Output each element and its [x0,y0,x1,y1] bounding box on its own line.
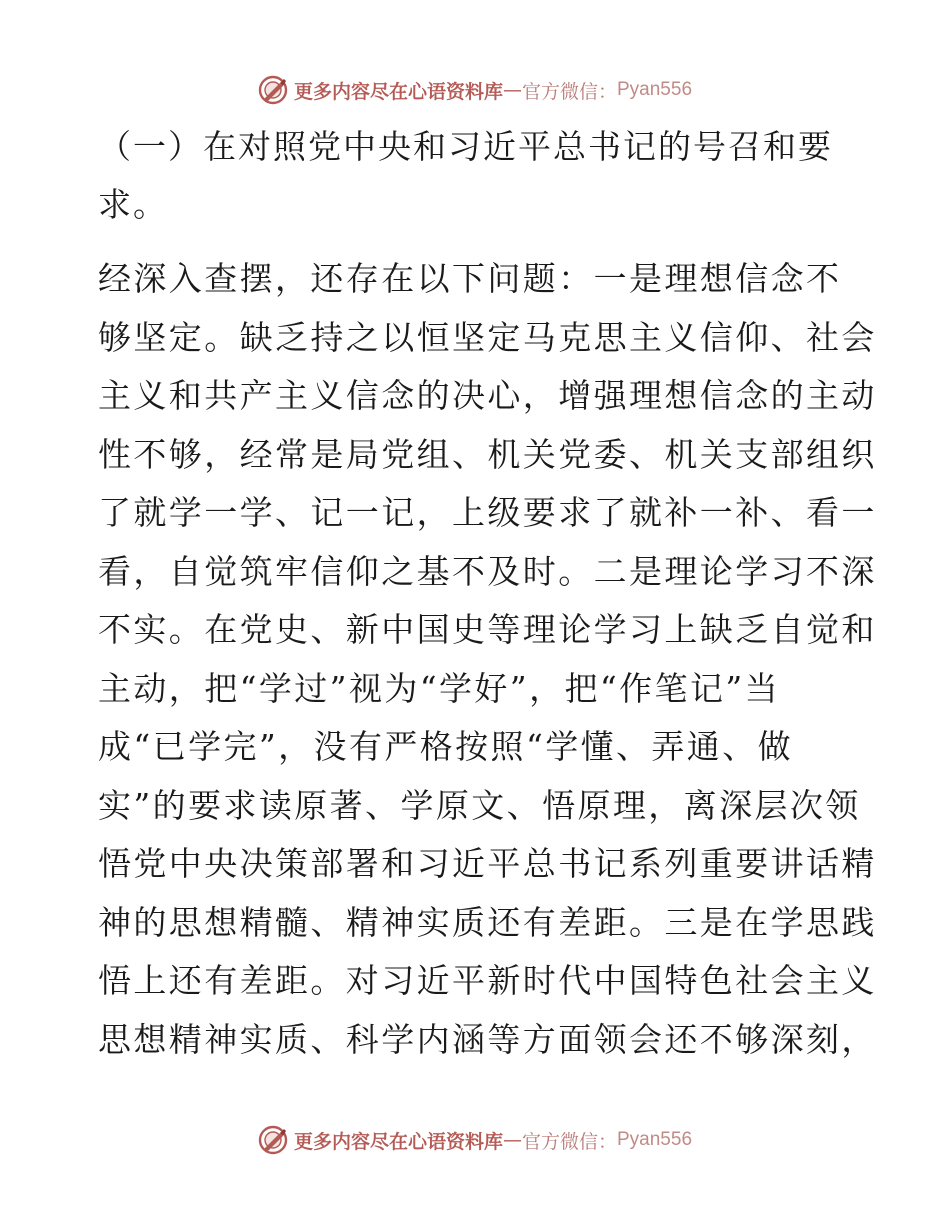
paragraph-line: 主动，把“学过”视为“学好”，把“作笔记”当 [98,668,781,708]
paragraph-line: 性不够，经常是局党组、机关党委、机关支部组织 [98,434,877,474]
paragraph-line: 实”的要求读原著、学原文、悟原理，离深层次领 [98,785,861,825]
paragraph-line: 神的思想精髓、精神实质还有差距。三是在学思践 [98,902,877,942]
heading-line: （一）在对照党中央和习近平总书记的号召和要 [98,127,833,166]
body-paragraph [98,250,877,1069]
paragraph-line: 看，自觉筑牢信仰之基不及时。二是理论学习不深 [98,551,877,591]
footer-watermark [0,1120,950,1160]
paragraph-line: 了就学一学、记一记，上级要求了就补一补、看一 [98,493,877,532]
heading-line: 求。 [98,185,168,224]
watermark-wechat-label: 官方微信： [521,1130,617,1153]
paragraph-line: 够坚定。缺乏持之以恒坚定马克思主义信仰、社会 [98,317,877,357]
watermark-dash: — [502,1129,522,1151]
watermark-dash: — [502,79,522,101]
watermark-brand: 更多内容尽在心语资料库 [293,80,503,103]
watermark-handle: Pyan556 [617,79,693,100]
watermark-brand: 更多内容尽在心语资料库 [293,1130,503,1153]
paragraph-line: 成“已学完”，没有严格按照“学懂、弄通、做 [98,727,794,766]
watermark-wechat-label: 官方微信： [521,80,617,103]
paragraph-line: 思想精神实质、科学内涵等方面领会还不够深刻， [98,1019,877,1059]
paragraph-line: 不实。在党史、新中国史等理论学习上缺乏自觉和 [98,610,877,649]
section-heading [98,118,858,234]
header-watermark [0,70,950,110]
paragraph-line: 悟党中央决策部署和习近平总书记系列重要讲话精 [98,844,877,883]
pen-logo-icon [258,1125,288,1155]
paragraph-line: 主义和共产主义信念的决心，增强理想信念的主动 [98,376,877,415]
paragraph-line: 经深入查摆，还存在以下问题：一是理想信念不 [98,259,842,298]
watermark-handle: Pyan556 [617,1129,693,1150]
pen-logo-icon [258,75,288,105]
paragraph-line: 悟上还有差距。对习近平新时代中国特色社会主义 [98,961,877,1000]
